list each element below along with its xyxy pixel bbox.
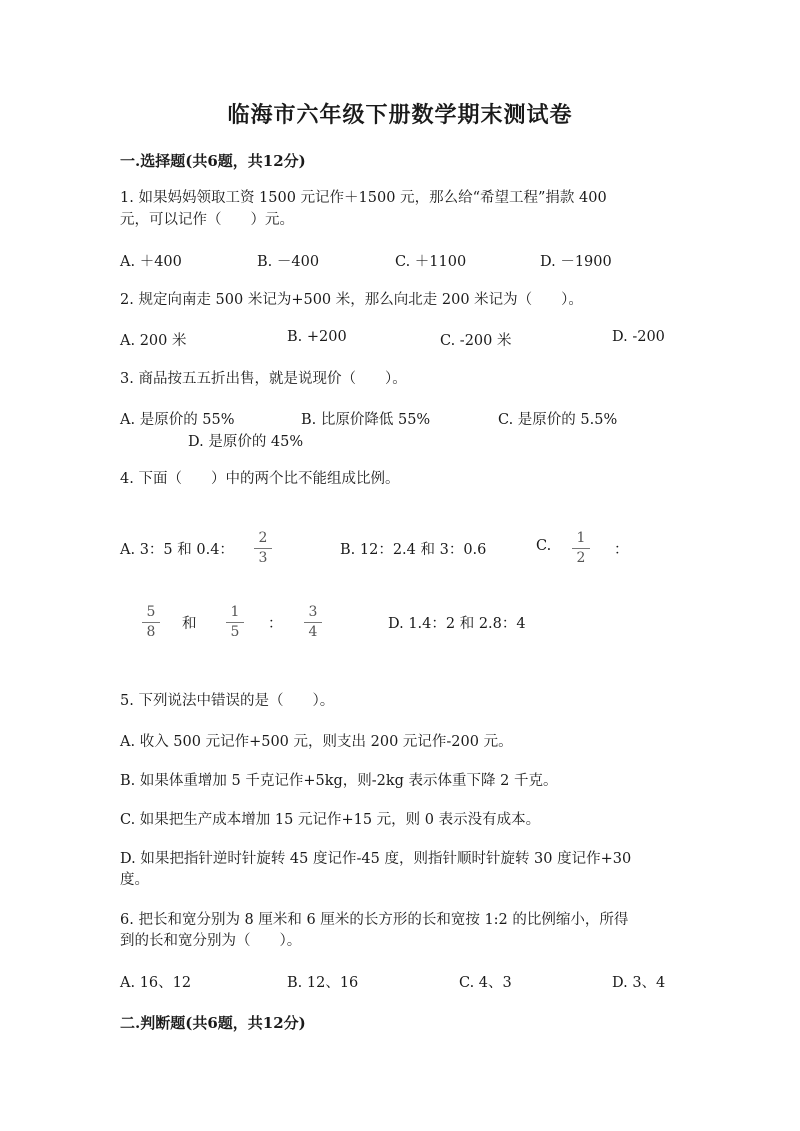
q4-option-a[interactable]: A. 3：5 和 0.4： [120,542,234,558]
q3-option-b[interactable]: B. 比原价降低 55% [301,412,431,428]
q1-option-c[interactable]: C. ＋1100 [395,254,467,270]
page-title: 临海市六年级下册数学期末测试卷 [227,102,573,128]
q3-option-c[interactable]: C. 是原价的 5.5% [498,412,618,428]
q6-option-c[interactable]: C. 4、3 [459,975,512,991]
q3-option-a[interactable]: A. 是原价的 55% [120,412,235,428]
q4-fraction-c2: 5 8 [140,604,162,641]
section-heading-choice: 一.选择题(共6题，共12分) [120,152,306,170]
q5-stem: 5. 下列说法中错误的是（ ）。 [120,693,335,709]
q4-option-d[interactable]: D. 1.4：2 和 2.8：4 [388,616,526,632]
q2-option-b[interactable]: B. +200 [287,329,347,345]
q4-colon-1: ： [614,542,629,558]
q6-option-b[interactable]: B. 12、16 [287,975,359,991]
q1-option-b[interactable]: B. －400 [257,254,320,270]
q4-fraction-c1: 1 2 [570,530,592,567]
q4-colon-2: ： [268,616,283,632]
q4-fraction-a: 2 3 [252,530,274,567]
q5-option-d-line1[interactable]: D. 如果把指针逆时针旋转 45 度记作-45 度，则指针顺时针旋转 30 度记作+30 [120,851,632,867]
q1-stem-line2: 元，可以记作（ ）元。 [120,212,294,228]
section-heading-judgment: 二.判断题(共6题，共12分) [120,1014,306,1032]
q1-option-a[interactable]: A. ＋400 [120,254,182,270]
q2-option-c[interactable]: C. -200 米 [440,333,512,349]
q6-stem-line1: 6. 把长和宽分别为 8 厘米和 6 厘米的长方形的长和宽按 1:2 的比例缩小，所得 [120,912,629,928]
q4-and-label: 和 [182,616,197,632]
q5-option-b[interactable]: B. 如果体重增加 5 千克记作+5kg，则-2kg 表示体重下降 2 千克。 [120,773,558,789]
q3-stem: 3. 商品按五五折出售，就是说现价（ ）。 [120,371,407,387]
q4-option-b[interactable]: B. 12：2.4 和 3：0.6 [340,542,487,558]
q2-option-d[interactable]: D. -200 [612,329,665,345]
q4-option-c[interactable]: C. [536,538,552,554]
q1-stem-line1: 1. 如果妈妈领取工资 1500 元记作＋1500 元，那么给“希望工程”捐款 400 [120,190,607,206]
q6-option-a[interactable]: A. 16、12 [120,975,192,991]
q5-option-d-line2[interactable]: 度。 [120,872,149,888]
q5-option-a[interactable]: A. 收入 500 元记作+500 元，则支出 200 元记作-200 元。 [120,734,513,750]
q3-option-d[interactable]: D. 是原价的 45% [188,434,304,450]
q1-option-d[interactable]: D. －1900 [540,254,612,270]
q4-stem: 4. 下面（ ）中的两个比不能组成比例。 [120,471,400,487]
q5-option-c[interactable]: C. 如果把生产成本增加 15 元记作+15 元，则 0 表示没有成本。 [120,812,541,828]
q4-fraction-c4: 3 4 [302,604,324,641]
q4-fraction-c3: 1 5 [224,604,246,641]
q2-option-a[interactable]: A. 200 米 [120,333,187,349]
q6-stem-line2: 到的长和宽分别为（ ）。 [120,933,302,949]
q6-option-d[interactable]: D. 3、4 [612,975,666,991]
q2-stem: 2. 规定向南走 500 米记为+500 米，那么向北走 200 米记为（ ）。 [120,292,583,308]
